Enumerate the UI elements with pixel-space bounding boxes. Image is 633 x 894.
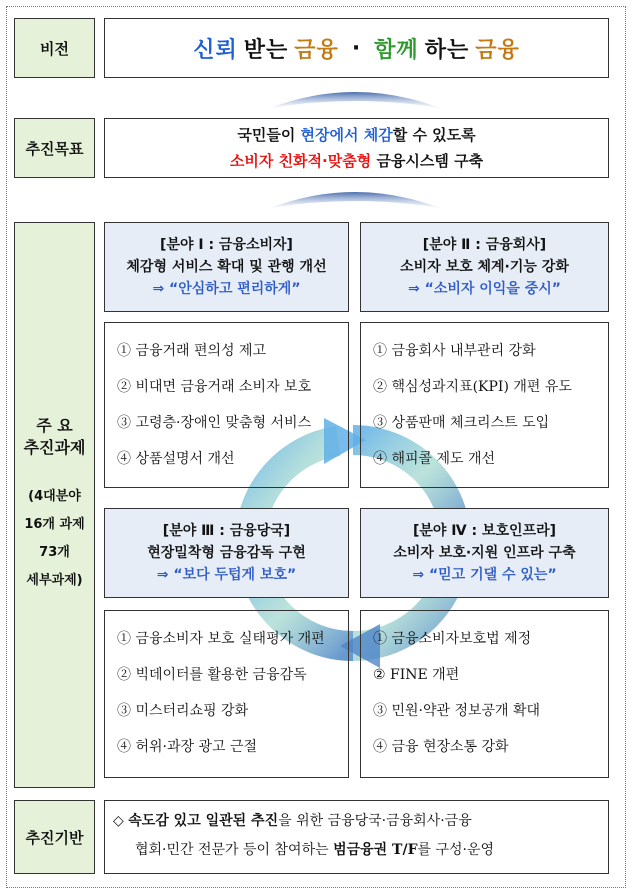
list-item: ② FINE 개편 bbox=[373, 667, 460, 683]
vision-word-receive: 받는 bbox=[243, 37, 289, 63]
area-3-motto: ⇒ “보다 두텁게 보호” bbox=[156, 567, 297, 583]
vision-word-finance-2: 금융 bbox=[475, 37, 520, 63]
area-1-items bbox=[104, 322, 349, 488]
area-1-motto: ⇒ “안심하고 편리하게” bbox=[152, 281, 301, 297]
goal-text: 국민들이 bbox=[237, 126, 301, 144]
list-item: ③ 고령층·장애인 맞춤형 서비스 bbox=[117, 415, 312, 431]
area-2-items bbox=[360, 322, 609, 488]
base-label: 추진기반 bbox=[14, 800, 95, 874]
up-chevron-icon bbox=[270, 182, 440, 212]
area-3-title: [분야 Ⅲ : 금융당국] bbox=[162, 523, 291, 539]
vision-word-trust: 신뢰 bbox=[193, 37, 238, 63]
goal-line-2 bbox=[230, 148, 483, 174]
area-4-title: [분야 Ⅳ : 보호인프라] bbox=[412, 523, 557, 539]
goal-line-1 bbox=[237, 122, 475, 148]
area-2-header bbox=[360, 222, 609, 312]
goal-highlight-field: 현장에서 bbox=[300, 126, 359, 144]
main-tasks-label bbox=[14, 222, 95, 788]
base-text-1: 을 위한 금융당국·금융회사·금융 bbox=[278, 813, 472, 829]
main-tasks-sub-4: 세부과제) bbox=[26, 573, 83, 588]
list-item: ④ 금융 현장소통 강화 bbox=[373, 739, 509, 755]
list-item: ③ 민원·약관 정보공개 확대 bbox=[373, 703, 541, 719]
area-3-items bbox=[104, 610, 349, 778]
area-2-subtitle: 소비자 보호 체계·기능 강화 bbox=[400, 259, 569, 275]
base-line-2 bbox=[113, 836, 602, 865]
area-4-motto: ⇒ “믿고 기댈 수 있는” bbox=[412, 567, 557, 583]
main-tasks-sub-3: 73개 bbox=[39, 545, 70, 560]
goal-text-3: 금융시스템 구축 bbox=[371, 152, 484, 170]
main-tasks-sub-2: 16개 과제 bbox=[24, 517, 85, 532]
goal-text-2: 할 수 있도록 bbox=[392, 126, 476, 144]
area-1-subtitle: 체감형 서비스 확대 및 관행 개선 bbox=[126, 259, 327, 275]
vision-word-finance-1: 금융 bbox=[294, 37, 339, 63]
main-tasks-title-2: 추진과제 bbox=[23, 438, 86, 457]
area-4-subtitle: 소비자 보호·지원 인프라 구축 bbox=[393, 545, 576, 561]
main-tasks-sub-1: (4대분야 bbox=[28, 489, 81, 504]
base-line-1 bbox=[113, 807, 602, 836]
list-item: ③ 상품판매 체크리스트 도입 bbox=[373, 415, 550, 431]
list-item: ② 빅데이터를 활용한 금융감독 bbox=[117, 667, 307, 683]
list-item: ① 금융소비자 보호 실태평가 개편 bbox=[117, 631, 325, 647]
area-2-title: [분야 Ⅱ : 금융회사] bbox=[422, 237, 547, 253]
list-item: ④ 해피콜 제도 개선 bbox=[373, 451, 496, 467]
list-item: ① 금융회사 내부관리 강화 bbox=[373, 343, 536, 359]
goal-statement bbox=[104, 118, 609, 178]
vision-word-doing: 하는 bbox=[424, 37, 470, 63]
vision-word-together: 함께 bbox=[374, 37, 419, 63]
bullet-diamond-icon: ◇ bbox=[113, 813, 124, 829]
area-1-header bbox=[104, 222, 349, 312]
base-text-3: 를 구성·운영 bbox=[417, 842, 495, 858]
list-item: ① 금융거래 편의성 제고 bbox=[117, 343, 267, 359]
goal-highlight-consumer: 소비자 친화적·맞춤형 bbox=[229, 152, 372, 170]
goal-label: 추진목표 bbox=[14, 118, 95, 178]
vision-dot: · bbox=[351, 35, 362, 61]
area-3-header bbox=[104, 508, 349, 598]
base-statement bbox=[104, 800, 609, 874]
area-1-title: [분야 Ⅰ : 금융소비자] bbox=[160, 237, 293, 253]
base-highlight-2: 범금융권 T/F bbox=[333, 842, 418, 858]
vision-label: 비전 bbox=[14, 18, 95, 78]
list-item: ③ 미스터리쇼핑 강화 bbox=[117, 703, 249, 719]
main-tasks-title: 주 요 bbox=[36, 416, 73, 435]
list-item: ① 금융소비자보호법 제정 bbox=[373, 631, 532, 647]
list-item: ② 핵심성과지표(KPI) 개편 유도 bbox=[373, 379, 572, 395]
up-chevron-icon bbox=[270, 82, 440, 112]
area-2-motto: ⇒ “소비자 이익을 중시” bbox=[408, 281, 561, 297]
list-item: ④ 허위·과장 광고 근절 bbox=[117, 739, 257, 755]
list-item: ② 비대면 금융거래 소비자 보호 bbox=[117, 379, 312, 395]
list-item: ④ 상품설명서 개선 bbox=[117, 451, 235, 467]
area-4-items bbox=[360, 610, 609, 778]
base-text-2: 협회·민간 전문가 등이 참여하는 bbox=[135, 842, 334, 858]
goal-highlight-feel: 체감 bbox=[363, 126, 393, 144]
area-3-subtitle: 현장밀착형 금융감독 구현 bbox=[147, 545, 306, 561]
area-4-header bbox=[360, 508, 609, 598]
vision-statement bbox=[104, 18, 609, 78]
base-highlight-1: 속도감 있고 일관된 추진 bbox=[128, 813, 279, 829]
